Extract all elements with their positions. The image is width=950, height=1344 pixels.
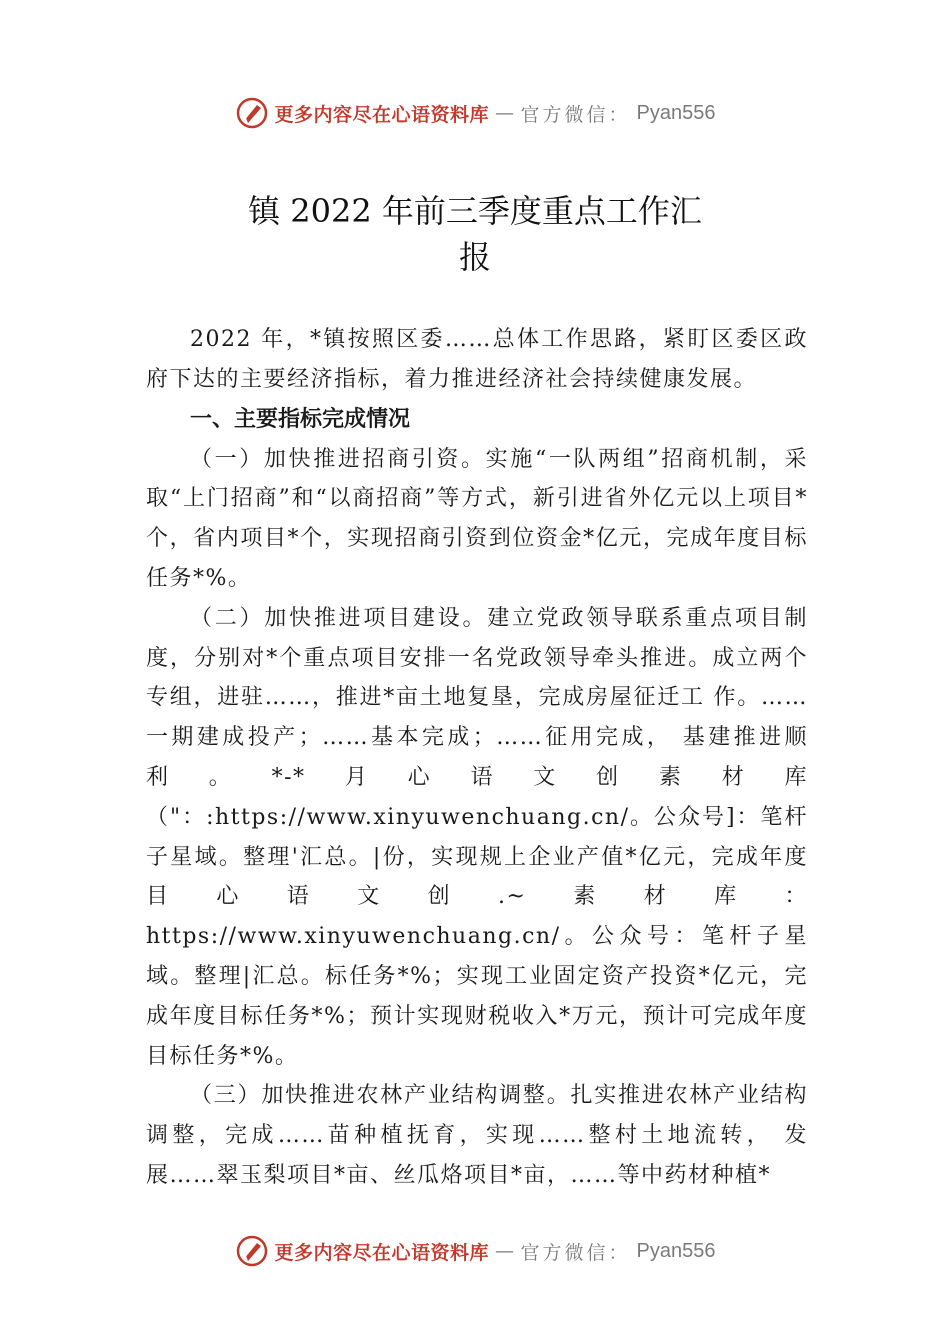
pen-circle-icon bbox=[235, 96, 269, 130]
document-title bbox=[0, 188, 950, 280]
title-line-2: 报 bbox=[458, 238, 491, 276]
paragraph-agriculture: （三）加快推进农林产业结构调整。扎实推进农林产业结构调整，完成……苗种植抚育，实现……整村土地流转， 发展……翠玉梨项目*亩、丝瓜烙项目*亩，……等中药材种植* bbox=[146, 1083, 808, 1188]
paragraph-projects: （二）加快推进项目建设。建立党政领导联系重点项目制度，分别对*个重点项目安排一名党政领导牵头推进。成立两个专组，进驻……，推进*亩土地复垦，完成房屋征迁工 作。……一期建成投产；……基本完成；……征用完成， 基建推进顺利。*-*月心语文创素材库（"：:https://www.xinyuwenchuang.cn/。公众号]：笔杆子星域。整理'汇总。|份，实现规上企业产值*亿元，完成年度目心语文创.~素材库：https://www.xinyuwenchuang.cn/。公众号：笔杆子星域。整理|汇总。标任务*%；实现工业固定资产投资*亿元，完成年度目标任务*%；预计实现财税收入*万元，预计可完成年度目标任务*%。 bbox=[146, 605, 808, 1069]
title-line-1: 镇 2022 年前三季度重点工作汇 bbox=[248, 192, 702, 230]
watermark-label: 官方微信： bbox=[520, 103, 631, 126]
watermark-footer bbox=[0, 1234, 950, 1268]
watermark-header bbox=[0, 96, 950, 130]
intro-paragraph: 2022 年，*镇按照区委……总体工作思路，紧盯区委区政府下达的主要经济指标，着力推进经济社会持续健康发展。 bbox=[146, 327, 808, 392]
document-body bbox=[146, 320, 808, 1196]
watermark-separator: — bbox=[495, 1240, 515, 1262]
pen-circle-icon bbox=[235, 1234, 269, 1268]
watermark-separator: — bbox=[495, 102, 515, 124]
watermark-wechat-id: Pyan556 bbox=[636, 1239, 716, 1262]
watermark-brand: 更多内容尽在心语资料库 bbox=[274, 103, 490, 126]
watermark-brand: 更多内容尽在心语资料库 bbox=[274, 1241, 490, 1264]
watermark-label: 官方微信： bbox=[520, 1241, 631, 1264]
paragraph-investment: （一）加快推进招商引资。实施“一队两组”招商机制，采取“上门招商”和“以商招商”等方式，新引进省外亿元以上项目*个，省内项目*个，实现招商引资到位资金*亿元，完成年度目标任务*%。 bbox=[146, 446, 808, 591]
section-heading: 一、主要指标完成情况 bbox=[190, 406, 411, 432]
watermark-wechat-id: Pyan556 bbox=[636, 101, 716, 124]
